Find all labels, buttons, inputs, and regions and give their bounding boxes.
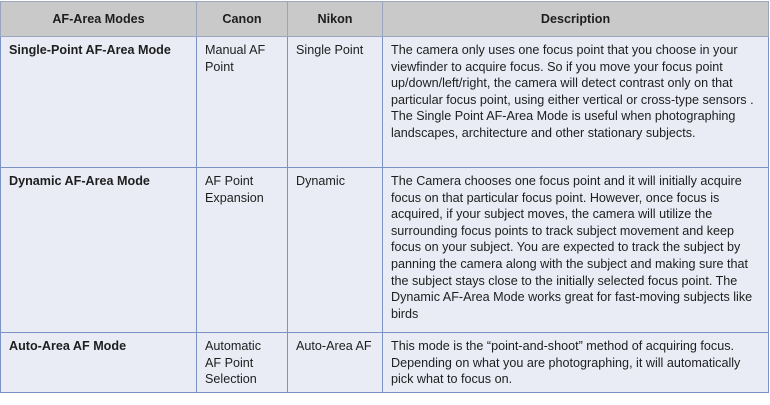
header-nikon: Nikon [288, 2, 383, 37]
description-cell: The Camera chooses one focus point and it will initially acquire focus on that particular focus point. However, once focus is acquired, if your subject moves, the camera will utilize the surrounding focus points to track subject movement and keep focus on your subject. You are expected to track the subject by panning the camera along with the subject and making sure that the subject stays close to the initially selected focus point. The Dynamic AF-Area Mode works great for fast-moving subjects like birds [383, 168, 769, 333]
mode-cell: Auto-Area AF Mode [1, 333, 197, 393]
header-canon: Canon [197, 2, 288, 37]
nikon-cell: Single Point [288, 37, 383, 168]
table-row [1, 333, 769, 393]
description-cell: This mode is the “point-and-shoot” method of acquiring focus. Depending on what you are photographing, it will automatically pick what to focus on. [383, 333, 769, 393]
header-af-area-modes: AF-Area Modes [1, 2, 197, 37]
header-description: Description [383, 2, 769, 37]
mode-cell: Single-Point AF-Area Mode [1, 37, 197, 168]
canon-cell: Manual AF Point [197, 37, 288, 168]
canon-cell: AF Point Expansion [197, 168, 288, 333]
table-body [1, 37, 769, 393]
nikon-cell: Dynamic [288, 168, 383, 333]
header-row [1, 2, 769, 37]
description-cell: The camera only uses one focus point that you choose in your viewfinder to acquire focus. So if you move your focus point up/down/left/right, the camera will detect contrast only on that particular focus point, using either vertical or cross-type sensors . The Single Point AF-Area Mode is useful when photographing landscapes, architecture and other stationary subjects. [383, 37, 769, 168]
canon-cell: Automatic AF Point Selection [197, 333, 288, 393]
table-header [1, 2, 769, 37]
nikon-cell: Auto-Area AF [288, 333, 383, 393]
af-area-modes-table [0, 1, 769, 393]
table-row [1, 37, 769, 168]
table-row [1, 168, 769, 333]
mode-cell: Dynamic AF-Area Mode [1, 168, 197, 333]
